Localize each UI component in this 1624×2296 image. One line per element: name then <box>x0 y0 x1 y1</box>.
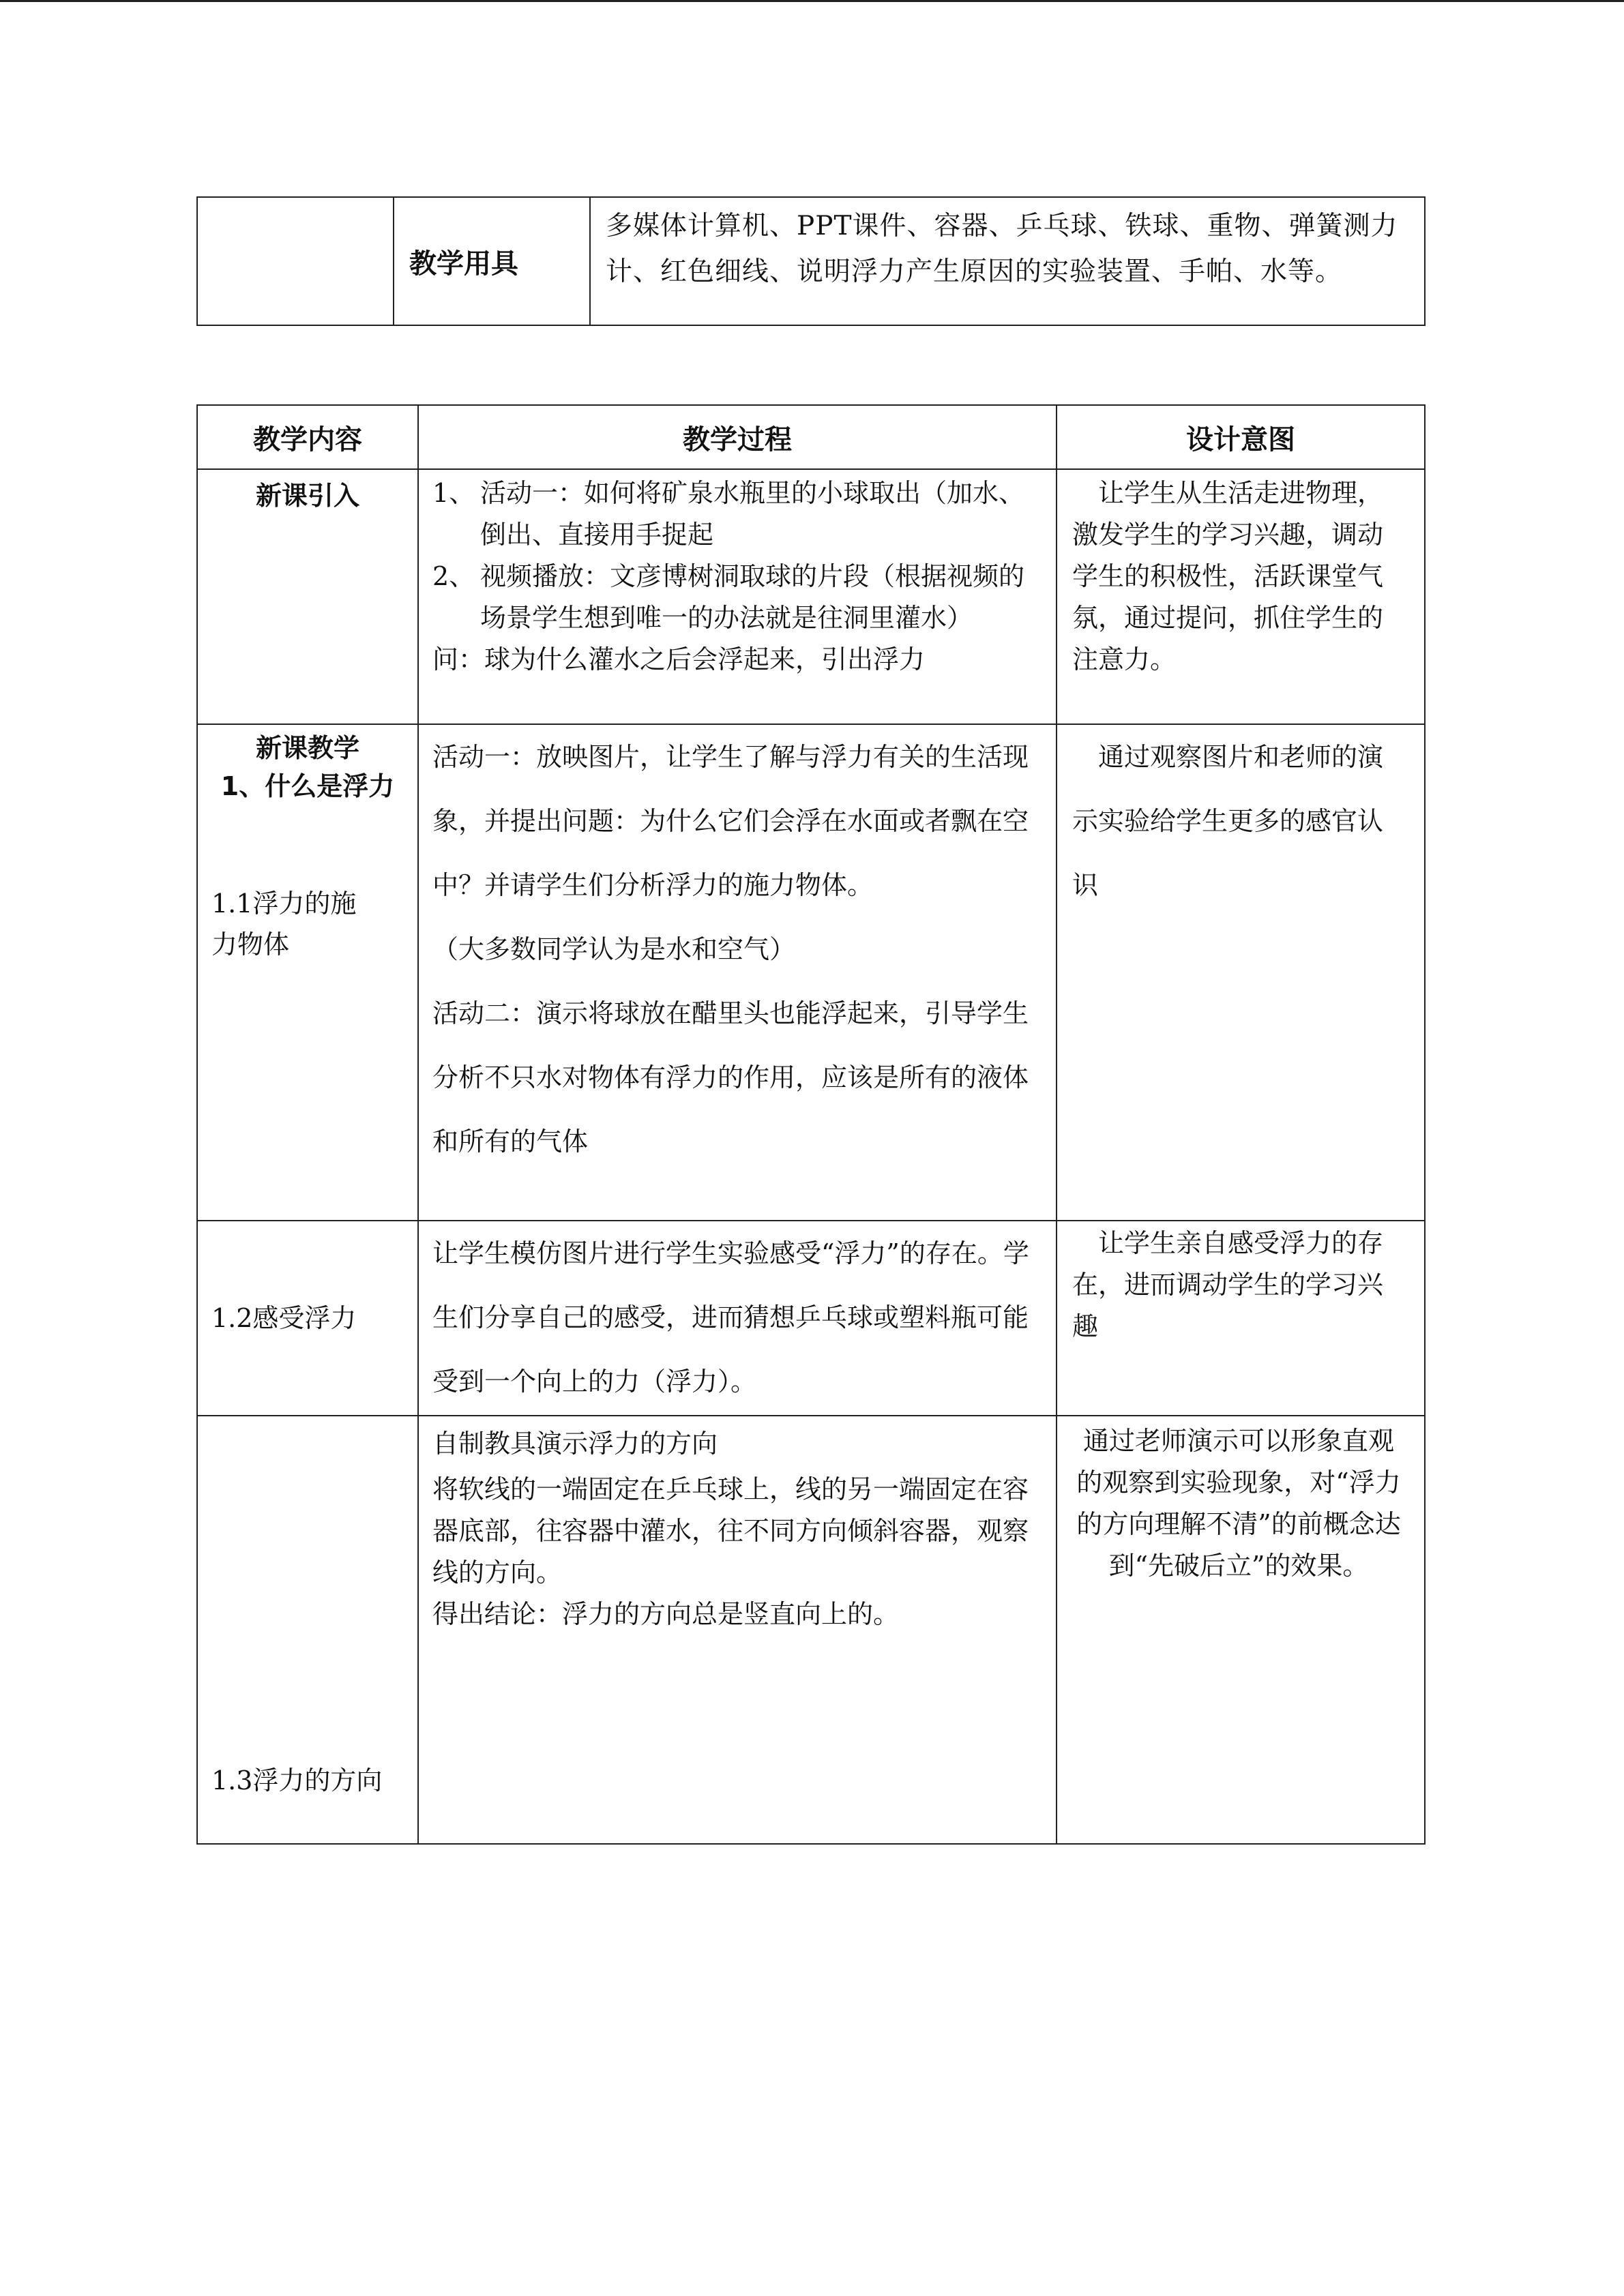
page-top-border <box>0 0 1624 2</box>
empty-cell <box>197 197 394 325</box>
process-text <box>419 1416 1056 1635</box>
list-text: 活动一：如何将矿泉水瓶里的小球取出（加水、倒出、直接用手捉起 <box>480 478 1025 550</box>
design-text: 通过观察图片和老师的演示实验给学生更多的感官认识 <box>1072 742 1384 900</box>
row-title: 新课引入 <box>255 481 359 511</box>
row-title: 新课教学 <box>255 733 359 763</box>
question-text: 问：球为什么灌水之后会浮起来，引出浮力 <box>432 644 926 674</box>
header-process: 教学过程 <box>418 405 1057 469</box>
list-number: 2、 <box>432 561 475 591</box>
design-text: 让学生从生活走进物理，激发学生的学习兴趣，调动学生的积极性，活跃课堂气氛，通过提问，抓住学生的注意力。 <box>1072 478 1384 674</box>
design-text: 让学生亲自感受浮力的存在，进而调动学生的学习兴趣 <box>1072 1228 1384 1341</box>
content-cell <box>197 724 418 1221</box>
sub-item-label: 1.2感受浮力 <box>211 1303 357 1333</box>
design-cell <box>1057 469 1425 724</box>
process-paragraph: 得出结论：浮力的方向总是竖直向上的。 <box>432 1599 900 1629</box>
process-paragraph: （大多数同学认为是水和空气） <box>432 934 796 964</box>
row-subtitle: 1、什么是浮力 <box>220 771 395 801</box>
process-paragraph: 活动一：放映图片，让学生了解与浮力有关的生活现象，并提出问题：为什么它们会浮在水面或者飘在空中？并请学生们分析浮力的施力物体。 <box>432 742 1029 900</box>
header-content: 教学内容 <box>197 405 418 469</box>
content-cell <box>197 1221 418 1416</box>
design-cell <box>1057 1221 1425 1416</box>
sub-item-label: 1.3浮力的方向 <box>211 1765 383 1795</box>
process-text: 让学生模仿图片进行学生实验感受“浮力”的存在。学生们分享自己的感受，进而猜想乒乓球或塑料瓶可能受到一个向上的力（浮力）。 <box>432 1238 1029 1397</box>
process-cell <box>418 1221 1057 1416</box>
process-cell <box>418 1416 1057 1844</box>
table-row <box>197 197 1425 325</box>
list-number: 1、 <box>432 478 475 508</box>
process-text <box>419 470 1056 681</box>
design-cell <box>1057 724 1425 1221</box>
table-header-row <box>197 405 1425 469</box>
process-cell <box>418 724 1057 1221</box>
table-row <box>197 1416 1425 1844</box>
process-paragraph: 将软线的一端固定在乒乓球上，线的另一端固定在容器底部，往容器中灌水，往不同方向倾斜容器，观察线的方向。 <box>432 1474 1029 1587</box>
sub-item-label: 1.1浮力的施力物体 <box>211 889 357 959</box>
tools-label: 教学用具 <box>394 197 590 325</box>
process-paragraph: 自制教具演示浮力的方向 <box>432 1429 718 1459</box>
tools-value: 多媒体计算机、PPT课件、容器、乒乓球、铁球、重物、弹簧测力计、红色细线、说明浮力产生原因的实验装置、手帕、水等。 <box>590 197 1425 325</box>
table-row <box>197 469 1425 724</box>
teaching-tools-table <box>196 196 1426 326</box>
process-cell <box>418 469 1057 724</box>
lesson-plan-table <box>196 404 1426 1845</box>
header-design: 设计意图 <box>1057 405 1425 469</box>
table-row <box>197 724 1425 1221</box>
process-text <box>419 725 1056 1174</box>
list-item <box>432 556 1039 639</box>
list-item <box>432 473 1039 556</box>
table-row <box>197 1221 1425 1416</box>
list-text: 视频播放：文彦博树洞取球的片段（根据视频的场景学生想到唯一的办法就是往洞里灌水） <box>480 561 1025 633</box>
content-cell <box>197 469 418 724</box>
process-paragraph: 活动二：演示将球放在醋里头也能浮起来，引导学生分析不只水对物体有浮力的作用，应该是所有的液体和所有的气体 <box>432 998 1029 1157</box>
design-text: 通过老师演示可以形象直观的观察到实验现象，对“浮力的方向理解不清”的前概念达到“先破后立”的效果。 <box>1076 1426 1401 1581</box>
content-cell <box>197 1416 418 1844</box>
design-cell <box>1057 1416 1425 1844</box>
